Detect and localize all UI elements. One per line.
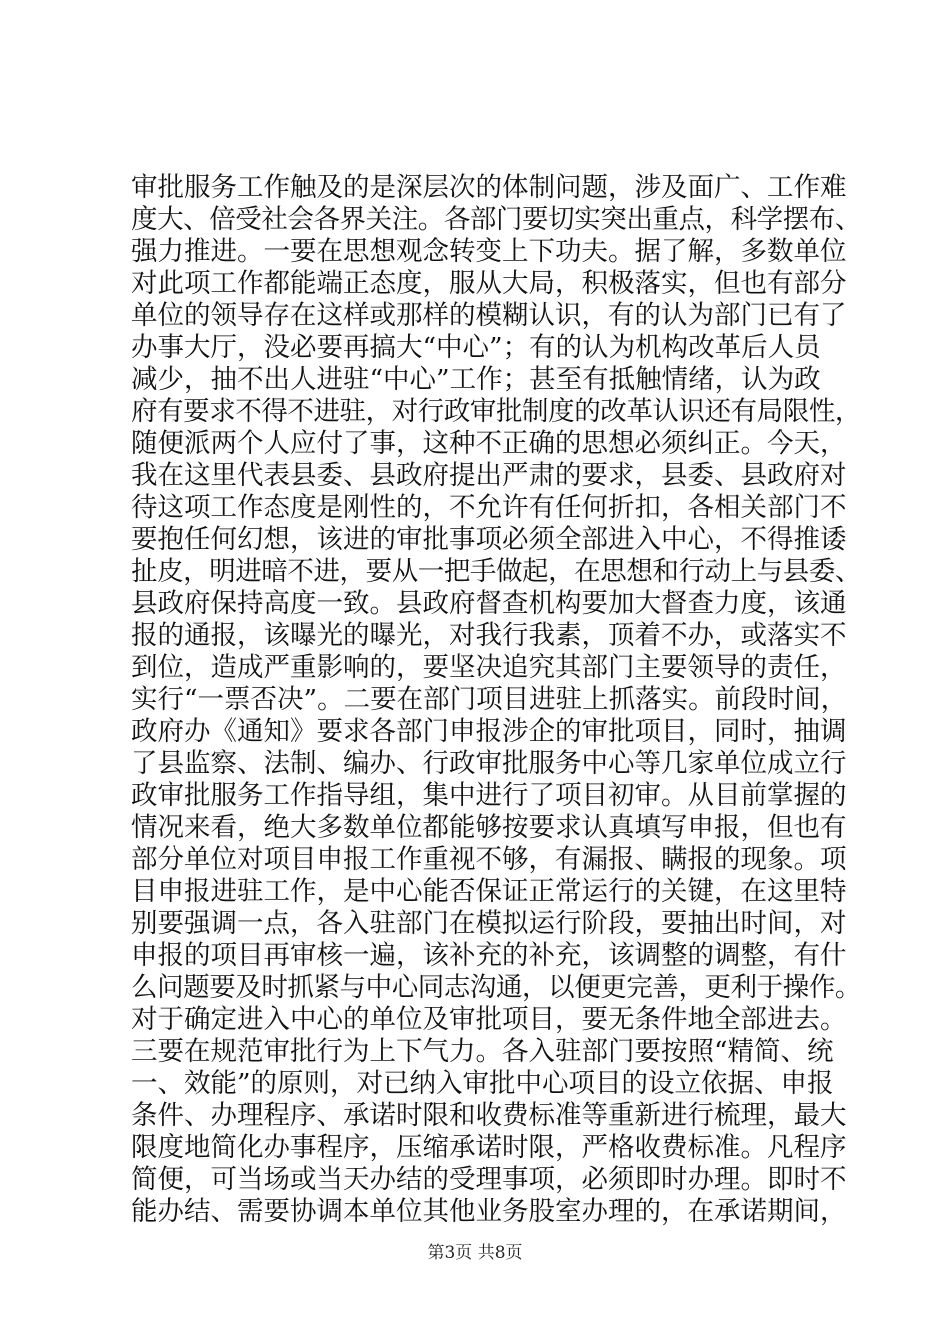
text-line: 单位的领导存在这样或那样的模糊认识，有的认为部门已有了 xyxy=(131,300,847,331)
text-line: 目申报进驻工作，是中心能否保证正常运行的关键，在这里特 xyxy=(131,876,847,907)
page-number-footer: 第3页 共8页 xyxy=(427,1243,523,1263)
text-line: 减少，抽不出人进驻“中心”工作；甚至有抵触情绪，认为政 xyxy=(131,364,821,395)
text-line: 一、效能”的原则，对已纳入审批中心项目的设立依据、申报 xyxy=(131,1068,834,1099)
text-line: 待这项工作态度是刚性的，不允许有任何折扣，各相关部门不 xyxy=(131,492,847,523)
text-line: 县政府保持高度一致。县政府督查机构要加大督查力度，该通 xyxy=(131,588,847,619)
text-line: 强力推进。一要在思想观念转变上下功夫。据了解，多数单位 xyxy=(131,236,847,267)
text-line: 部分单位对项目申报工作重视不够，有漏报、瞒报的现象。项 xyxy=(131,844,847,875)
text-line: 到位，造成严重影响的，要坚决追究其部门主要领导的责任， xyxy=(131,652,847,683)
body-text xyxy=(131,172,861,1228)
text-line: 了县监察、法制、编办、行政审批服务中心等几家单位成立行 xyxy=(131,748,847,779)
text-line: 要抱任何幻想，该进的审批事项必须全部进入中心，不得推诿 xyxy=(131,524,847,555)
text-line: 报的通报，该曝光的曝光，对我行我素，顶着不办，或落实不 xyxy=(131,620,847,651)
text-line: 对此项工作都能端正态度，服从大局，积极落实，但也有部分 xyxy=(131,268,847,299)
text-line: 扯皮，明进暗不进，要从一把手做起，在思想和行动上与县委、 xyxy=(131,556,861,587)
text-line: 政府办《通知》要求各部门申报涉企的审批项目，同时，抽调 xyxy=(131,716,847,747)
text-line: 实行“一票否决”。二要在部门项目进驻上抓落实。前段时间， xyxy=(131,684,848,715)
text-line: 府有要求不得不进驻，对行政审批制度的改革认识还有局限性， xyxy=(131,396,861,427)
text-line: 审批服务工作触及的是深层次的体制问题，涉及面广、工作难 xyxy=(131,172,847,203)
text-line: 三要在规范审批行为上下气力。各入驻部门要按照“精简、统 xyxy=(131,1036,834,1067)
text-line: 条件、办理程序、承诺时限和收费标准等重新进行梳理，最大 xyxy=(131,1100,847,1131)
text-line: 政审批服务工作指导组，集中进行了项目初审。从目前掌握的 xyxy=(131,780,847,811)
text-line: 申报的项目再审核一遍，该补充的补充，该调整的调整，有什 xyxy=(131,940,847,971)
text-line: 么问题要及时抓紧与中心同志沟通，以便更完善，更利于操作。 xyxy=(131,972,861,1003)
text-line: 能办结、需要协调本单位其他业务股室办理的，在承诺期间， xyxy=(131,1196,847,1227)
text-line: 随便派两个人应付了事，这种不正确的思想必须纠正。今天， xyxy=(131,428,847,459)
text-line: 简便，可当场或当天办结的受理事项，必须即时办理。即时不 xyxy=(131,1164,847,1195)
text-line: 别要强调一点，各入驻部门在模拟运行阶段，要抽出时间，对 xyxy=(131,908,847,939)
text-line: 办事大厅，没必要再搞大“中心”；有的认为机构改革后人员 xyxy=(131,332,821,363)
text-line: 限度地简化办事程序，压缩承诺时限，严格收费标准。凡程序 xyxy=(131,1132,847,1163)
text-line: 度大、倍受社会各界关注。各部门要切实突出重点，科学摆布、 xyxy=(131,204,861,235)
text-line: 对于确定进入中心的单位及审批项目，要无条件地全部进去。 xyxy=(131,1004,847,1035)
text-line: 情况来看，绝大多数单位都能够按要求认真填写申报，但也有 xyxy=(131,812,847,843)
text-line: 我在这里代表县委、县政府提出严肃的要求，县委、县政府对 xyxy=(131,460,847,491)
